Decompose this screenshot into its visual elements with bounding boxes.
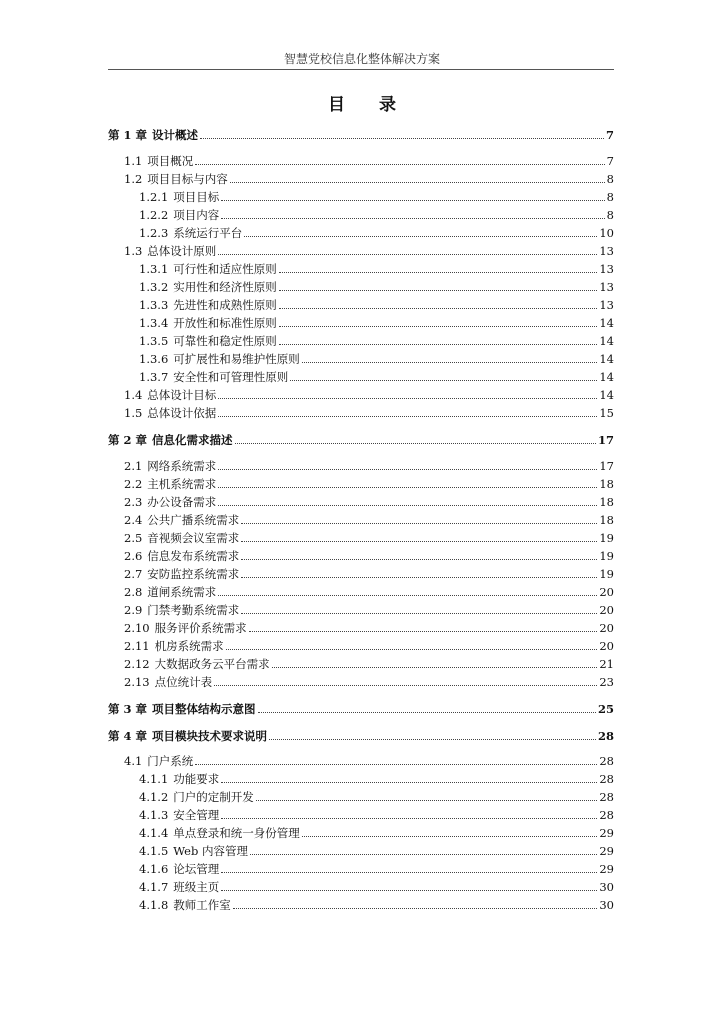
toc-entry-number: 2.2 [124, 477, 143, 491]
toc-entry-number: 第 4 章 [108, 729, 148, 743]
dot-leader [218, 416, 597, 417]
dot-leader [250, 854, 597, 855]
toc-entry[interactable] [139, 843, 614, 859]
toc-entry-label: 先进性和成熟性原则 [173, 298, 277, 312]
toc-entry-page-number: 8 [606, 172, 614, 186]
toc-entry-number: 1.3.3 [139, 298, 169, 312]
toc-entry-label: 单点登录和统一身份管理 [173, 826, 300, 840]
toc-entry-label: 门禁考勤系统需求 [147, 603, 240, 617]
toc-entry-number: 4.1.5 [139, 844, 169, 858]
dot-leader [290, 380, 597, 381]
toc-entry[interactable] [124, 243, 614, 259]
toc-entry-label: 安全性和可管理性原则 [173, 370, 289, 384]
toc-entry[interactable] [124, 476, 614, 492]
toc-entry-page-number: 30 [599, 898, 614, 912]
toc-entry-page-number: 10 [599, 226, 614, 240]
toc-entry-label: 开放性和标准性原则 [173, 316, 277, 330]
toc-entry[interactable] [124, 584, 614, 600]
toc-entry[interactable] [139, 351, 614, 367]
toc-entry-number: 1.2 [124, 172, 143, 186]
toc-entry-page-number: 29 [599, 862, 614, 876]
dot-leader [279, 326, 598, 327]
toc-entry[interactable] [124, 638, 614, 654]
toc-entry-page-number: 8 [606, 208, 614, 222]
dot-leader [200, 138, 604, 139]
dot-leader [218, 469, 597, 470]
toc-entry-label: 总体设计依据 [147, 406, 217, 420]
toc-entry-page-number: 20 [599, 585, 614, 599]
toc-entry-label: 实用性和经济性原则 [173, 280, 277, 294]
toc-chapter-entry[interactable] [108, 701, 614, 717]
toc-entry-label: 项目目标与内容 [147, 172, 228, 186]
toc-entry-page-number: 19 [599, 531, 614, 545]
toc-entry-page-number: 14 [599, 388, 614, 402]
toc-entry-page-number: 15 [599, 406, 614, 420]
toc-entry-number: 1.2.2 [139, 208, 169, 222]
toc-entry-label: 主机系统需求 [147, 477, 217, 491]
toc-entry[interactable] [124, 548, 614, 564]
toc-entry[interactable] [139, 789, 614, 805]
dot-leader [218, 505, 597, 506]
toc-entry-label: 系统运行平台 [173, 226, 243, 240]
toc-entry-page-number: 14 [599, 370, 614, 384]
toc-entry-label: 可靠性和稳定性原则 [173, 334, 277, 348]
toc-entry-page-number: 23 [599, 675, 614, 689]
toc-entry[interactable] [124, 387, 614, 403]
dot-leader [279, 308, 598, 309]
toc-entry-number: 2.7 [124, 567, 143, 581]
dot-leader [256, 800, 598, 801]
toc-entry-number: 4.1.4 [139, 826, 169, 840]
toc-entry-page-number: 28 [599, 754, 614, 768]
toc-entry[interactable] [124, 405, 614, 421]
dot-leader [221, 200, 604, 201]
toc-entry[interactable] [139, 315, 614, 331]
toc-entry[interactable] [139, 297, 614, 313]
toc-entry-number: 1.2.3 [139, 226, 169, 240]
dot-leader [258, 712, 596, 713]
toc-entry[interactable] [139, 771, 614, 787]
toc-entry-page-number: 7 [605, 128, 614, 142]
toc-entry-page-number: 19 [599, 549, 614, 563]
toc-entry-page-number: 28 [599, 772, 614, 786]
toc-entry-label: 办公设备需求 [147, 495, 217, 509]
toc-entry-label: 门户系统 [147, 754, 194, 768]
toc-entry-page-number: 20 [599, 603, 614, 617]
toc-entry-page-number: 25 [597, 702, 614, 716]
toc-entry-page-number: 21 [599, 657, 614, 671]
toc-entry-number: 1.3.2 [139, 280, 169, 294]
dot-leader [195, 764, 597, 765]
toc-entry-number: 1.4 [124, 388, 143, 402]
toc-entry-number: 4.1.2 [139, 790, 169, 804]
dot-leader [226, 649, 598, 650]
toc-entry-label: 信息化需求描述 [152, 433, 233, 447]
dot-leader [230, 182, 605, 183]
page-header: 智慧党校信息化整体解决方案 [283, 52, 440, 66]
toc-entry[interactable] [124, 602, 614, 618]
toc-entry[interactable] [124, 153, 614, 169]
dot-leader [302, 836, 598, 837]
toc-entry[interactable] [124, 656, 614, 672]
dot-leader [244, 236, 597, 237]
toc-title: 目 录 [328, 95, 410, 115]
toc-entry-page-number: 29 [599, 844, 614, 858]
toc-entry-label: 公共广播系统需求 [147, 513, 240, 527]
toc-entry-label: 信息发布系统需求 [147, 549, 240, 563]
toc-entry-number: 2.12 [124, 657, 150, 671]
toc-entry[interactable] [139, 189, 614, 205]
toc-chapter-entry[interactable] [108, 127, 614, 143]
toc-entry-number: 4.1.1 [139, 772, 169, 786]
toc-entry-number: 4.1.8 [139, 898, 169, 912]
toc-entry-label: 项目整体结构示意图 [152, 702, 256, 716]
toc-entry-label: 安全管理 [173, 808, 220, 822]
dot-leader [221, 218, 604, 219]
toc-entry-number: 1.3 [124, 244, 143, 258]
toc-entry-label: 项目概况 [147, 154, 194, 168]
toc-entry[interactable] [124, 753, 614, 769]
toc-entry-number: 2.11 [124, 639, 150, 653]
toc-entry-page-number: 14 [599, 352, 614, 366]
toc-entry-label: 网络系统需求 [147, 459, 217, 473]
toc-entry[interactable] [139, 261, 614, 277]
dot-leader [235, 443, 596, 444]
toc-entry-label: 总体设计原则 [147, 244, 217, 258]
toc-entry-number: 1.2.1 [139, 190, 169, 204]
toc-entry[interactable] [139, 207, 614, 223]
toc-entry-label: 道闸系统需求 [147, 585, 217, 599]
toc-entry-page-number: 18 [599, 513, 614, 527]
dot-leader [221, 818, 597, 819]
toc-entry-number: 4.1.7 [139, 880, 169, 894]
toc-entry-number: 1.3.7 [139, 370, 169, 384]
toc-entry-label: 点位统计表 [154, 675, 213, 689]
toc-entry-number: 1.3.4 [139, 316, 169, 330]
toc-entry-number: 2.1 [124, 459, 143, 473]
toc-entry-label: 门户的定制开发 [173, 790, 254, 804]
toc-entry[interactable] [124, 566, 614, 582]
dot-leader [221, 872, 597, 873]
toc-entry-page-number: 7 [606, 154, 614, 168]
dot-leader [195, 164, 604, 165]
toc-entry[interactable] [139, 369, 614, 385]
toc-entry[interactable] [124, 494, 614, 510]
toc-entry-page-number: 17 [599, 459, 614, 473]
toc-entry[interactable] [139, 225, 614, 241]
toc-entry-page-number: 28 [597, 729, 614, 743]
dot-leader [249, 631, 598, 632]
toc-entry-label: 项目内容 [173, 208, 220, 222]
toc-entry-number: 第 3 章 [108, 702, 148, 716]
toc-entry[interactable] [124, 530, 614, 546]
toc-entry[interactable] [124, 674, 614, 690]
toc-entry[interactable] [124, 171, 614, 187]
toc-entry-number: 2.13 [124, 675, 150, 689]
toc-entry-page-number: 13 [599, 298, 614, 312]
dot-leader [279, 290, 598, 291]
toc-entry-number: 2.3 [124, 495, 143, 509]
toc-entry-label: 总体设计目标 [147, 388, 217, 402]
toc-entry-number: 第 1 章 [108, 128, 148, 142]
toc-entry[interactable] [139, 825, 614, 841]
toc-entry[interactable] [139, 807, 614, 823]
dot-leader [241, 541, 597, 542]
toc-entry-label: 机房系统需求 [154, 639, 224, 653]
toc-entry-label: Web 内容管理 [173, 844, 248, 858]
toc-entry-label: 可扩展性和易维护性原则 [173, 352, 300, 366]
toc-entry-page-number: 18 [599, 495, 614, 509]
dot-leader [279, 344, 598, 345]
toc-entry[interactable] [139, 279, 614, 295]
toc-entry-label: 大数据政务云平台需求 [154, 657, 270, 671]
toc-entry[interactable] [124, 458, 614, 474]
toc-entry-page-number: 13 [599, 244, 614, 258]
toc-entry-label: 教师工作室 [173, 898, 231, 912]
toc-entry-label: 服务评价系统需求 [154, 621, 247, 635]
dot-leader [214, 685, 597, 686]
toc-entry-number: 4.1.3 [139, 808, 169, 822]
toc-entry-page-number: 29 [599, 826, 614, 840]
dot-leader [241, 613, 597, 614]
toc-entry-number: 2.4 [124, 513, 143, 527]
toc-entry-page-number: 20 [599, 621, 614, 635]
toc-entry-number: 2.9 [124, 603, 143, 617]
dot-leader [241, 523, 597, 524]
dot-leader [218, 254, 597, 255]
toc-entry[interactable] [139, 879, 614, 895]
toc-entry-page-number: 8 [606, 190, 614, 204]
toc-entry[interactable] [139, 861, 614, 877]
toc-entry-page-number: 17 [597, 433, 614, 447]
toc-entry[interactable] [139, 333, 614, 349]
dot-leader [218, 398, 597, 399]
toc-entry-label: 音视频会议室需求 [147, 531, 240, 545]
toc-entry[interactable] [124, 512, 614, 528]
dot-leader [272, 667, 598, 668]
toc-entry-number: 4.1.6 [139, 862, 169, 876]
toc-chapter-entry[interactable] [108, 728, 614, 744]
toc-entry-page-number: 13 [599, 262, 614, 276]
toc-chapter-entry[interactable] [108, 432, 614, 448]
toc-entry-number: 2.8 [124, 585, 143, 599]
toc-entry-page-number: 13 [599, 280, 614, 294]
dot-leader [241, 559, 597, 560]
dot-leader [218, 595, 597, 596]
dot-leader [221, 782, 597, 783]
toc-entry-page-number: 28 [599, 808, 614, 822]
toc-entry-label: 功能要求 [173, 772, 220, 786]
toc-entry-number: 1.3.5 [139, 334, 169, 348]
toc-entry-page-number: 14 [599, 316, 614, 330]
dot-leader [241, 577, 597, 578]
toc-entry[interactable] [124, 620, 614, 636]
toc-entry-page-number: 14 [599, 334, 614, 348]
dot-leader [221, 890, 597, 891]
toc-entry-label: 项目模块技术要求说明 [152, 729, 268, 743]
toc-entry-label: 可行性和适应性原则 [173, 262, 277, 276]
toc-entry-number: 2.10 [124, 621, 150, 635]
toc-entry-number: 1.3.6 [139, 352, 169, 366]
toc-entry-label: 班级主页 [173, 880, 220, 894]
toc-entry[interactable] [139, 897, 614, 913]
toc-entry-label: 论坛管理 [173, 862, 220, 876]
toc-entry-label: 安防监控系统需求 [147, 567, 240, 581]
toc-entry-number: 2.6 [124, 549, 143, 563]
toc-entry-page-number: 28 [599, 790, 614, 804]
toc-entry-label: 项目目标 [173, 190, 220, 204]
dot-leader [302, 362, 598, 363]
toc-entry-number: 1.1 [124, 154, 143, 168]
toc-entry-number: 2.5 [124, 531, 143, 545]
toc-entry-label: 设计概述 [152, 128, 199, 142]
toc-entry-number: 1.3.1 [139, 262, 169, 276]
toc-entry-page-number: 20 [599, 639, 614, 653]
dot-leader [218, 487, 597, 488]
toc-entry-page-number: 18 [599, 477, 614, 491]
dot-leader [279, 272, 598, 273]
dot-leader [269, 739, 596, 740]
toc-entry-number: 4.1 [124, 754, 143, 768]
toc-entry-page-number: 30 [599, 880, 614, 894]
toc-entry-page-number: 19 [599, 567, 614, 581]
toc-entry-number: 第 2 章 [108, 433, 148, 447]
toc-entry-number: 1.5 [124, 406, 143, 420]
dot-leader [233, 908, 598, 909]
